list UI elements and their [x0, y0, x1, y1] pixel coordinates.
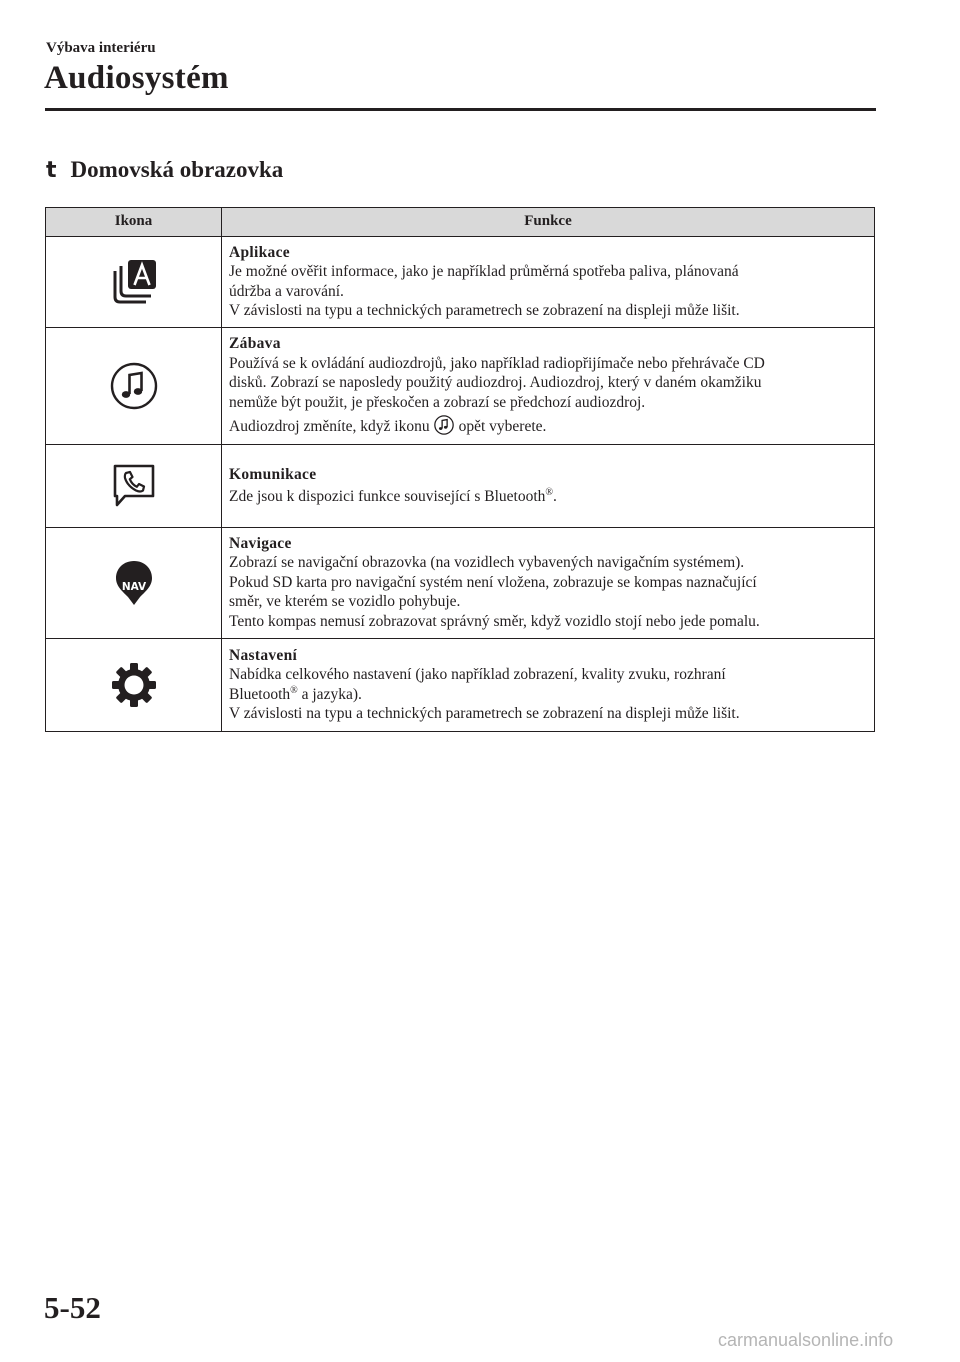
page-number: 5-52 — [44, 1290, 101, 1325]
function-name: Navigace — [229, 534, 292, 552]
description-text: Audiozdroj změníte, když ikonu — [229, 418, 430, 436]
description-text: Zde jsou k dispozici funkce související s Bluetooth — [229, 488, 546, 505]
function-name: Aplikace — [229, 243, 290, 261]
column-header-icon: Ikona — [46, 208, 222, 237]
svg-text:NAV: NAV — [121, 581, 146, 593]
description-cell — [222, 328, 875, 445]
description-line: Pokud SD karta pro navigační systém není vložena, zobrazuje se kompas naznačující — [229, 573, 757, 591]
icon-cell — [46, 639, 222, 732]
description-text: a jazyka). — [297, 685, 362, 703]
description-line: Používá se k ovládání audiozdrojů, jako například radiopřijímače nebo přehrávače CD — [229, 354, 765, 372]
description-line: Zobrazí se navigační obrazovka (na vozidlech vybavených navigačním systémem). — [229, 554, 745, 572]
description-cell — [222, 445, 875, 528]
table-row — [46, 528, 875, 639]
description-cell — [222, 528, 875, 639]
description-line: V závislosti na typu a technických parametrech se zobrazení na displeji může lišit. — [229, 302, 740, 319]
function-name: Zábava — [229, 335, 281, 353]
section-bullet: t — [46, 158, 57, 183]
description-line: nemůže být použit, je přeskočen a zobrazí se předchozí audiozdroj. — [229, 393, 646, 411]
title-divider — [45, 108, 876, 111]
table-row — [46, 639, 875, 732]
chapter-label: Výbava interiéru — [46, 40, 156, 56]
section-title: Domovská obrazovka — [70, 157, 284, 182]
description-text: . — [553, 488, 557, 505]
function-table — [45, 207, 875, 732]
icon-cell — [46, 237, 222, 328]
icon-cell — [46, 528, 222, 639]
description-line: V závislosti na typu a technických parametrech se zobrazení na displeji může lišit. — [229, 705, 740, 722]
description-line: Tento kompas nemusí zobrazovat správný směr, když vozidlo stojí nebo jede pomalu. — [229, 612, 760, 630]
description-cell — [222, 237, 875, 328]
registered-mark: ® — [290, 684, 298, 696]
table-row — [46, 445, 875, 528]
table-row — [46, 328, 875, 445]
table-header-row — [46, 208, 875, 237]
description-line — [229, 685, 866, 705]
function-name: Nastavení — [229, 646, 298, 664]
communication-icon — [110, 462, 158, 510]
page-title: Audiosystém — [44, 60, 229, 96]
applications-icon — [110, 258, 158, 306]
navigation-icon — [110, 559, 158, 607]
description-text: opět vyberete. — [458, 418, 547, 436]
description-line — [229, 487, 866, 507]
settings-icon — [110, 661, 158, 709]
description-line: Je možné ověřit informace, jako je například průměrná spotřeba paliva, plánovaná — [229, 263, 739, 280]
watermark: carmanualsonline.info — [718, 1330, 894, 1350]
icon-cell — [46, 445, 222, 528]
description-line: směr, ve kterém se vozidlo pohybuje. — [229, 593, 461, 611]
icon-cell — [46, 328, 222, 445]
description-line: údržba a varování. — [229, 282, 344, 300]
table-row — [46, 237, 875, 328]
entertainment-icon — [110, 362, 158, 410]
section-heading — [46, 157, 283, 183]
description-text: Bluetooth — [229, 685, 291, 703]
description-cell — [222, 639, 875, 732]
column-header-function: Funkce — [222, 208, 875, 237]
function-name: Komunikace — [229, 465, 317, 483]
description-line — [229, 415, 866, 437]
registered-mark: ® — [545, 486, 554, 498]
entertainment-icon — [434, 415, 454, 435]
description-line: disků. Zobrazí se naposledy použitý audiozdroj. Audiozdroj, který v daném okamžiku — [229, 374, 762, 392]
description-line: Nabídka celkového nastavení (jako například zobrazení, kvality zvuku, rozhraní — [229, 666, 726, 683]
